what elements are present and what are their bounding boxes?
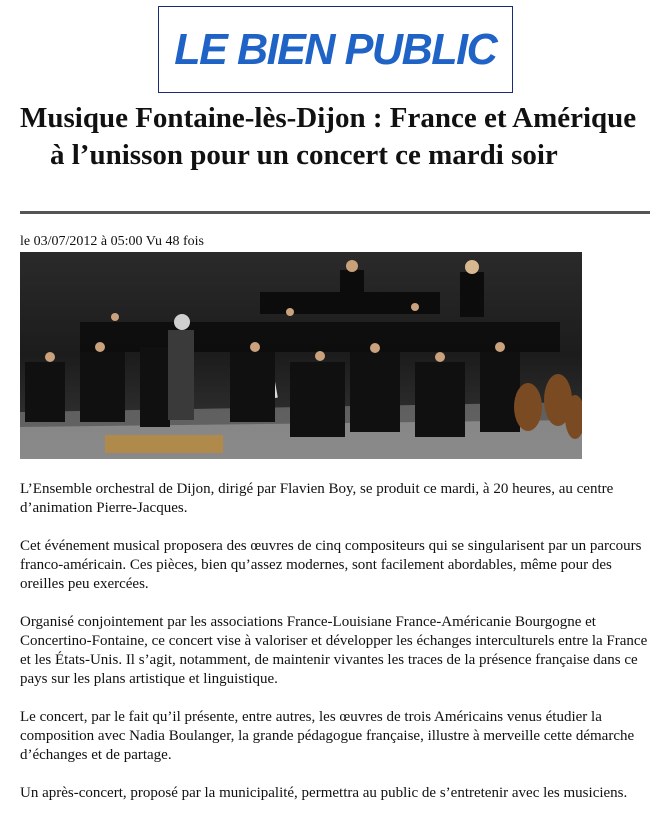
paragraph: Cet événement musical proposera des œuvres de cinq compositeurs qui se singularisent par un parcours franco-américain. Ces pièces, bien qu’assez modernes, sont facilement abordables, même pour des oreilles peu exercées. [20, 538, 642, 592]
orchestra-photo [20, 252, 582, 459]
logo-text: LE BIEN PUBLIC [174, 24, 497, 74]
paragraph: Le concert, par le fait qu’il présente, entre autres, les œuvres de trois Américains venus étudier la composition avec Nadia Boulanger, la grande pédagogue française, illustre à merveille cette démarche d’échanges et de partage. [20, 709, 635, 763]
article-meta: le 03/07/2012 à 05:00 Vu 48 fois [20, 234, 205, 249]
title-divider [20, 211, 650, 214]
masthead-logo [158, 6, 513, 93]
paragraph: Organisé conjointement par les associations France-Louisiane France-Américanie Bourgogne et Concertino-Fontaine, ce concert vise à valoriser et développer les échanges interculturels entre la France et les États-Unis. Il s’agit, notamment, de maintenir vivantes les traces de la présence française dans ce pays sur les plans artistique et linguistique. [20, 614, 648, 687]
paragraph: Un après-concert, proposé par la municipalité, permettra au public de s’entretenir avec les musiciens. [20, 785, 628, 801]
article-title: Musique Fontaine-lès-Dijon : France et Amérique à l’unisson pour un concert ce mardi soir [20, 102, 637, 171]
article-body [20, 480, 652, 822]
paragraph: L’Ensemble orchestral de Dijon, dirigé par Flavien Boy, se produit ce mardi, à 20 heures, au centre d’animation Pierre-Jacques. [20, 481, 614, 516]
